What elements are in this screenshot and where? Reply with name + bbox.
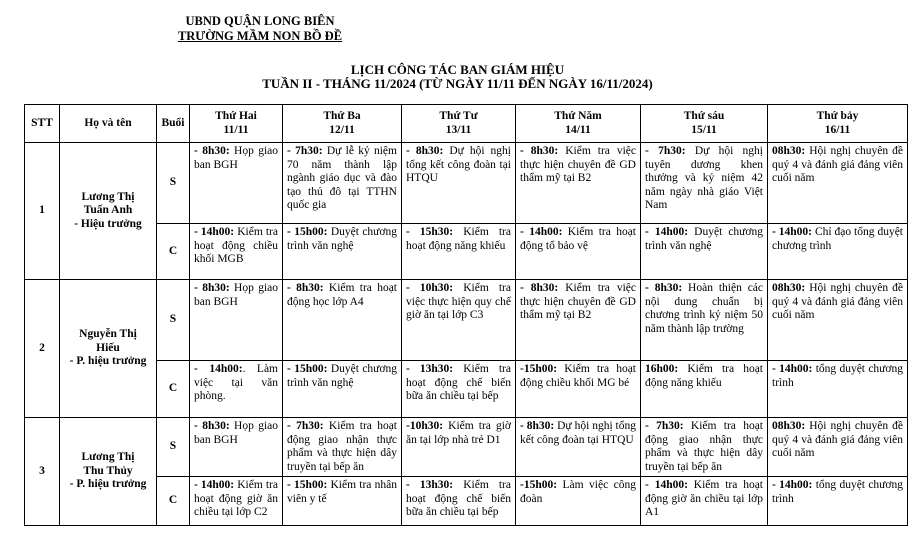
stt-cell: 3 — [25, 418, 60, 526]
schedule-cell — [402, 280, 516, 361]
schedule-text: Kiểm tra hoạt động năng khiếu — [645, 363, 763, 389]
session-cell: S — [157, 143, 190, 224]
schedule-cell — [190, 361, 283, 418]
schedule-cell — [641, 418, 768, 477]
org-name: UBND QUẬN LONG BIÊN — [185, 14, 335, 28]
session-cell: C — [157, 361, 190, 418]
session-cell: C — [157, 224, 190, 280]
day-date: 12/11 — [329, 123, 355, 136]
schedule-text: Duyệt chương trình văn nghệ — [287, 226, 397, 252]
schedule-text: Họp giao ban BGH — [194, 282, 278, 308]
schedule-cell — [641, 477, 768, 526]
schedule-time: - 8h30: — [194, 145, 230, 157]
schedule-table — [24, 104, 908, 526]
schedule-cell — [190, 280, 283, 361]
schedule-cell — [402, 418, 516, 477]
schedule-cell — [641, 143, 768, 224]
schedule-time: - 14h00: — [772, 363, 813, 375]
schedule-cell — [641, 224, 768, 280]
session-cell: S — [157, 418, 190, 477]
schedule-time: -10h30: — [406, 420, 444, 432]
schedule-time: - 14h00: — [194, 363, 243, 375]
session-cell: S — [157, 280, 190, 361]
schedule-cell — [190, 477, 283, 526]
col-day-thu — [516, 105, 641, 143]
schedule-cell — [641, 361, 768, 418]
day-date: 15/11 — [691, 123, 717, 136]
col-day-tue — [283, 105, 402, 143]
schedule-time: - 13h30: — [406, 479, 454, 491]
person-name-cell — [60, 280, 157, 418]
schedule-text: Dự hội nghị tuyên dương khen thưởng và kỷ niệm 42 năm ngày nhà giáo Việt Nam — [645, 145, 763, 211]
person-name-line2: Tuấn Anh — [83, 204, 133, 217]
schedule-cell — [516, 477, 641, 526]
schedule-text: Kiểm tra hoạt động năng khiếu — [406, 226, 511, 252]
person-name-cell — [60, 418, 157, 526]
day-date: 14/11 — [565, 123, 591, 136]
schedule-cell — [516, 143, 641, 224]
schedule-time: - 8h30: — [645, 282, 683, 294]
col-name: Họ và tên — [60, 105, 157, 143]
day-name: Thứ bảy — [816, 110, 859, 122]
schedule-time: 16h00: — [645, 363, 679, 375]
schedule-cell — [402, 143, 516, 224]
schedule-text: Kiểm tra nhân viên y tế — [287, 479, 397, 505]
table-row — [25, 477, 908, 526]
schedule-cell — [516, 361, 641, 418]
schedule-text: Kiểm tra hoạt động học lớp A4 — [287, 282, 397, 308]
person-role: - P. hiệu trưởng — [69, 355, 147, 368]
schedule-time: - 14h00: — [772, 479, 813, 491]
schedule-text: Chỉ đạo tổng duyệt chương trình — [772, 226, 903, 252]
schedule-cell — [768, 361, 908, 418]
document-subtitle: TUẦN II - THÁNG 11/2024 (TỪ NGÀY 11/11 ĐẾN NGÀY 16/11/2024) — [262, 76, 653, 91]
schedule-text: Duyệt chương trình văn nghệ — [287, 363, 397, 389]
stt-cell: 1 — [25, 143, 60, 280]
schedule-cell — [402, 224, 516, 280]
person-name-line1: Nguyễn Thị — [79, 328, 137, 341]
day-date: 13/11 — [445, 123, 472, 136]
schedule-text: Họp giao ban BGH — [194, 420, 278, 446]
schedule-time: - 14h00: — [194, 479, 235, 491]
schedule-cell — [641, 280, 768, 361]
schedule-text: Làm việc công đoàn — [520, 479, 636, 505]
schedule-text: Họp giao ban BGH — [194, 145, 278, 171]
schedule-text: Kiểm tra việc thực hiện chuyên đề GD thẩm mỹ tại B2 — [520, 282, 636, 321]
schedule-time: -15h00: — [520, 479, 558, 491]
schedule-time: - 8h30: — [194, 282, 230, 294]
schedule-time: - 7h30: — [287, 145, 323, 157]
table-row — [25, 224, 908, 280]
schedule-text: Kiểm tra hoạt động giờ ăn chiều tại lớp A1 — [645, 479, 763, 518]
schedule-time: 08h30: — [772, 420, 806, 432]
schedule-text: Hoàn thiện các nội dung chuẩn bị chương trình kỷ niệm 50 năm thành lập trường — [645, 282, 764, 335]
person-name-line1: Lương Thị — [81, 451, 135, 464]
schedule-cell — [190, 224, 283, 280]
schedule-cell — [190, 143, 283, 224]
stt-cell: 2 — [25, 280, 60, 418]
person-role: - Hiệu trưởng — [74, 217, 142, 230]
person-name-line2: Thu Thủy — [83, 464, 133, 477]
schedule-time: - 14h00: — [645, 226, 689, 238]
table-row — [25, 280, 908, 361]
schedule-text: Kiểm tra việc thực hiện quy chế giờ ăn tại lớp C3 — [406, 282, 511, 321]
schedule-time: - 14h00: — [194, 226, 235, 238]
schedule-cell — [283, 361, 402, 418]
schedule-time: 08h30: — [772, 282, 806, 294]
schedule-time: - 14h00: — [645, 479, 688, 491]
day-date: 16/11 — [824, 123, 851, 136]
person-name-line1: Lương Thị — [81, 190, 135, 203]
schedule-text: Kiểm tra giờ ăn tại lớp nhà trẻ D1 — [406, 420, 511, 446]
schedule-cell — [283, 224, 402, 280]
schedule-text: Dự hội nghị tổng kết công đoàn tại HTQU — [520, 420, 636, 446]
schedule-text: Dự lễ kỷ niệm 70 năm thành lập ngành giáo dục và đào tạo thủ đô tại TTHN quốc gia — [287, 145, 397, 211]
schedule-cell — [768, 418, 908, 477]
schedule-time: - 15h30: — [406, 226, 454, 238]
schedule-time: - 8h30: — [520, 145, 559, 157]
schedule-cell — [768, 224, 908, 280]
schedule-time: - 14h00: — [520, 226, 563, 238]
schedule-time: - 8h30: — [520, 282, 559, 294]
col-session: Buổi — [157, 105, 190, 143]
schedule-time: - 8h30: — [520, 420, 555, 432]
schedule-text: Duyệt chương trình văn nghệ — [645, 226, 763, 252]
person-name-cell — [60, 143, 157, 280]
day-name: Thứ Hai — [215, 110, 257, 122]
day-name: Thứ sáu — [683, 110, 725, 122]
schedule-time: - 14h00: — [772, 226, 812, 238]
school-name: TRƯỜNG MẦM NON BỒ ĐỀ — [177, 29, 343, 43]
schedule-time: - 7h30: — [287, 420, 324, 432]
schedule-text: Kiểm tra việc thực hiện chuyên đề GD thẩm mỹ tại B2 — [520, 145, 636, 184]
schedule-time: - 15h00: — [287, 479, 328, 491]
schedule-cell — [516, 280, 641, 361]
schedule-time: 08h30: — [772, 145, 806, 157]
document-header — [150, 14, 370, 44]
schedule-cell — [190, 418, 283, 477]
schedule-cell — [402, 361, 516, 418]
day-name: Thứ Năm — [554, 110, 602, 122]
col-day-mon — [190, 105, 283, 143]
col-stt: STT — [25, 105, 60, 143]
schedule-time: - 15h00: — [287, 226, 328, 238]
schedule-text: Kiểm tra hoạt động chế biến bữa ăn chiều tại bếp — [406, 363, 511, 402]
schedule-cell — [283, 418, 402, 477]
schedule-cell — [516, 418, 641, 477]
schedule-cell — [283, 477, 402, 526]
schedule-text: Hội nghị chuyên đề quý 4 và đánh giá đảng viên cuối năm — [772, 420, 903, 459]
schedule-cell — [402, 477, 516, 526]
col-day-fri — [641, 105, 768, 143]
person-role: - P. hiệu trưởng — [69, 478, 147, 491]
col-day-sat — [768, 105, 908, 143]
day-name: Thứ Tư — [439, 110, 478, 122]
schedule-text: Kiểm tra hoạt động chế biến bữa ăn chiều tại bếp — [406, 479, 511, 518]
table-row — [25, 143, 908, 224]
session-cell: C — [157, 477, 190, 526]
day-date: 11/11 — [223, 123, 249, 136]
schedule-text: Kiểm tra hoạt động chiều khối MGB — [194, 226, 278, 265]
schedule-time: - 8h30: — [194, 420, 230, 432]
schedule-time: -15h00: — [520, 363, 558, 375]
schedule-cell — [768, 143, 908, 224]
schedule-time: - 7h30: — [645, 145, 686, 157]
table-row — [25, 418, 908, 477]
schedule-text: Hội nghị chuyên đề quý 4 và đánh giá đảng viên cuối năm — [772, 145, 903, 184]
col-day-wed — [402, 105, 516, 143]
person-name-line2: Hiếu — [96, 341, 120, 354]
schedule-time: - 13h30: — [406, 363, 454, 375]
day-name: Thứ Ba — [323, 110, 361, 122]
table-row — [25, 361, 908, 418]
schedule-text: Kiểm tra hoạt động giờ ăn chiều tại lớp C2 — [194, 479, 278, 518]
schedule-text: Kiểm tra hoạt động chiều khối MG bé — [520, 363, 636, 389]
schedule-time: - 8h30: — [287, 282, 324, 294]
schedule-time: - 7h30: — [645, 420, 684, 432]
schedule-cell — [768, 477, 908, 526]
schedule-cell — [283, 280, 402, 361]
schedule-text: Kiểm tra hoạt động giao nhận thực phẩm và thực hiện dây truyền tại bếp ăn — [287, 420, 397, 473]
schedule-text: Hội nghị chuyên đề quý 4 và đánh giá đảng viên cuối năm — [772, 282, 903, 321]
schedule-cell — [768, 280, 908, 361]
schedule-text: . Làm việc tại văn phòng. — [194, 363, 279, 402]
schedule-cell — [283, 143, 402, 224]
schedule-time: - 15h00: — [287, 363, 328, 375]
schedule-text: Dự hội nghị tổng kết công đoàn tại HTQU — [406, 145, 511, 184]
document-title: LỊCH CÔNG TÁC BAN GIÁM HIỆU — [350, 62, 565, 77]
schedule-text: Kiểm tra hoạt động giao nhận thực phẩm và thực hiện dây truyền tại bếp ăn — [645, 420, 763, 473]
schedule-cell — [516, 224, 641, 280]
schedule-text: Kiểm tra hoạt động tổ bảo vệ — [520, 226, 636, 252]
schedule-text: tổng duyệt chương trình — [772, 363, 903, 389]
schedule-time: - 10h30: — [406, 282, 454, 294]
schedule-time: - 8h30: — [406, 145, 444, 157]
schedule-text: tổng duyệt chương trình — [772, 479, 903, 505]
header-row — [25, 105, 908, 143]
